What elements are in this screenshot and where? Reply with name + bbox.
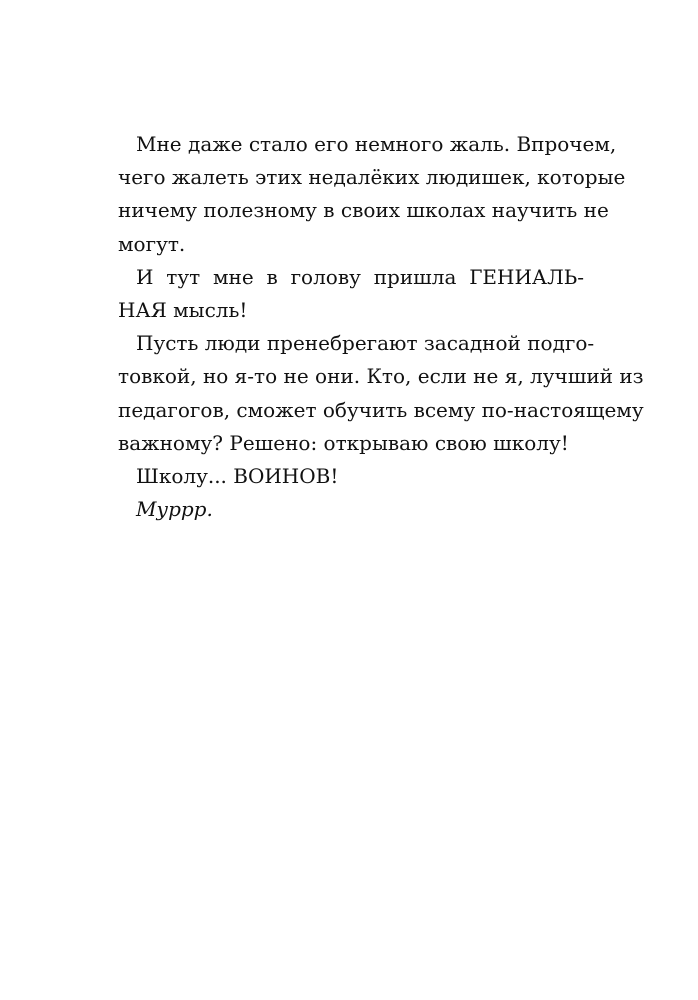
text-line: педагогов, сможет обучить всему по-настоящему	[118, 397, 644, 422]
text-line: товкой, но я-то не они. Кто, если не я, лучший из	[118, 364, 644, 389]
text-line: Школу... ВОИНОВ!	[136, 463, 339, 488]
book-page	[118, 128, 644, 526]
text-line: важному? Решено: открываю свою школу!	[118, 430, 569, 455]
text-line-italic: Муррр.	[136, 497, 213, 522]
text-line: И тут мне в голову пришла ГЕНИАЛЬ-	[136, 264, 584, 289]
text-line: Мне даже стало его немного жаль. Впрочем,	[136, 132, 617, 156]
text-line: Пусть люди пренебрегают засадной подго-	[136, 331, 595, 356]
text-line: НАЯ мысль!	[118, 297, 248, 322]
text-line: чего жалеть этих недалёких людишек, которые	[118, 165, 626, 190]
text-line: могут.	[118, 231, 186, 256]
text-line: ничему полезному в своих школах научить не	[118, 198, 609, 223]
